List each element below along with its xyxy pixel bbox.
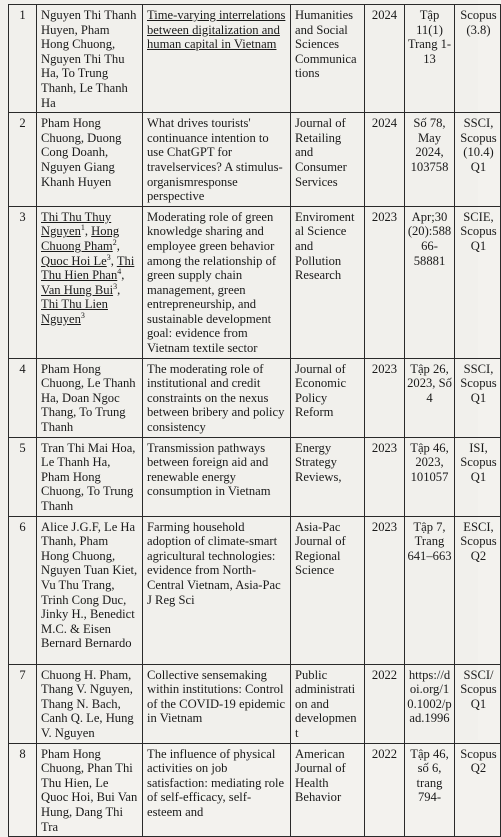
author-name: Quoc Hoi Le <box>41 253 107 268</box>
row-number: 6 <box>9 516 37 664</box>
journal-cell: Journal of Retailing and Consumer Services <box>291 113 365 207</box>
publication-info-cell: Apr;30 (20):58866-58881 <box>405 206 455 358</box>
title-text: Time-varying interrelations between digitalization and human capital in Vietnam <box>147 8 286 52</box>
author-affiliation: 1 <box>80 223 85 233</box>
title-cell <box>143 5 291 113</box>
authors-cell: Pham Hong Chuong, Phan Thi Thu Hien, Le Quoc Hoi, Bui Van Hung, Dang Thi Tra <box>37 743 143 837</box>
journal-cell: American Journal of Health Behavior <box>291 743 365 837</box>
title-cell: The moderating role of institutional and credit constraints on the nexus between bribery and policy consistency <box>143 358 291 437</box>
index-cell: ISI, Scopus Q1 <box>455 437 501 516</box>
row-number: 3 <box>9 206 37 358</box>
authors-cell: Alice J.G.F, Le Ha Thanh, Pham Hong Chuong, Nguyen Tuan Kiet, Vu Thu Trang, Trinh Cong Duc, Jinky H., Benedict M.C. & Eisen Bernard Bernardo <box>37 516 143 664</box>
year-cell: 2023 <box>365 206 405 358</box>
row-number: 2 <box>9 113 37 207</box>
table-row <box>9 437 501 516</box>
year-cell: 2022 <box>365 664 405 743</box>
publication-info-cell: Tập 7, Trang 641–663 <box>405 516 455 664</box>
journal-cell: Energy Strategy Reviews, <box>291 437 365 516</box>
row-number: 8 <box>9 743 37 837</box>
journal-cell: Humanities and Social Sciences Communications <box>291 5 365 113</box>
journal-cell: Journal of Economic Policy Reform <box>291 358 365 437</box>
author-affiliation: 2 <box>112 237 117 247</box>
index-cell: SSCI, Scopus Q1 <box>455 358 501 437</box>
authors-cell: Chuong H. Pham, Thang V. Nguyen, Thang N. Bach, Canh Q. Le, Hung V. Nguyen <box>37 664 143 743</box>
publication-info-cell: https://doi.org/10.1002/pad.1996 <box>405 664 455 743</box>
table-row <box>9 664 501 743</box>
title-cell: The influence of physical activities on job satisfaction: mediating role of self-efficacy, self-esteem and <box>143 743 291 837</box>
row-number: 4 <box>9 358 37 437</box>
publication-info-cell: Tập 46, 2023, 101057 <box>405 437 455 516</box>
authors-cell: Thi Thu Thuy Nguyen$^1$, Hong Chuong Pham$^2$, Quoc Hoi Le$^3$, Thi Thu Hien Phan$^4$, Van Hung Bui$^3$, Thi Thu Lien Nguyen$^3$ <box>37 206 143 358</box>
index-cell: ESCI, Scopus Q2 <box>455 516 501 664</box>
authors-cell: Pham Hong Chuong, Duong Cong Doanh, Nguyen Giang Khanh Huyen <box>37 113 143 207</box>
publication-info-cell: Tập 46, số 6, trang 794- <box>405 743 455 837</box>
index-cell: SCIE, Scopus Q1 <box>455 206 501 358</box>
author-name: Thi Thu Thuy Nguyen <box>41 209 112 239</box>
author-name: Thi Thu Lien Nguyen <box>41 297 108 326</box>
title-cell: Farming household adoption of climate-smart agricultural technologies: evidence from North-Central Vietnam, Asia-Pac J Reg Sci <box>143 516 291 664</box>
title-cell: Collective sensemaking within institutions: Control of the COVID-19 epidemic in Vietnam <box>143 664 291 743</box>
year-cell: 2024 <box>365 5 405 113</box>
publication-info-cell: Tập 11(1) Trang 1-13 <box>405 5 455 113</box>
table-row <box>9 516 501 664</box>
year-cell: 2022 <box>365 743 405 837</box>
row-number: 7 <box>9 664 37 743</box>
table-row <box>9 743 501 837</box>
journal-cell: Enviromental Science and Pollution Research <box>291 206 365 358</box>
author-affiliation: 3 <box>80 310 85 320</box>
journal-cell: Public administration and development <box>291 664 365 743</box>
title-cell: Transmission pathways between foreign aid and renewable energy consumption in Vietnam <box>143 437 291 516</box>
year-cell: 2023 <box>365 358 405 437</box>
authors-cell: Pham Hong Chuong, Le Thanh Ha, Doan Ngoc Thang, To Trung Thanh <box>37 358 143 437</box>
author-name: Hong Chuong Pham <box>41 224 120 253</box>
table-row <box>9 358 501 437</box>
title-cell: Moderating role of green knowledge sharing and employee green behavior among the relationship of green supply chain management, green entrepreneurship, and sustainable development goal: evidence from Vietnam textile sector <box>143 206 291 358</box>
year-cell: 2023 <box>365 437 405 516</box>
year-cell: 2023 <box>365 516 405 664</box>
table-row <box>9 113 501 207</box>
table-row <box>9 5 501 113</box>
publication-info-cell: Số 78, May 2024, 103758 <box>405 113 455 207</box>
year-cell: 2024 <box>365 113 405 207</box>
author-affiliation: 3 <box>106 252 111 262</box>
authors-cell: Nguyen Thi Thanh Huyen, Pham Hong Chuong, Nguyen Thi Thu Ha, To Trung Thanh, Le Thanh Ha <box>37 5 143 113</box>
publications-table <box>8 4 501 837</box>
author-name: Thi Thu Hien Phan <box>41 253 135 283</box>
row-number: 5 <box>9 437 37 516</box>
table-row <box>9 206 501 358</box>
author-affiliation: 3 <box>113 281 118 291</box>
author-name: Van Hung Bui <box>41 282 114 297</box>
title-cell: What drives tourists' continuance intention to use ChatGPT for travelservices? A stimulus-organismresponse perspective <box>143 113 291 207</box>
index-cell: SSCI, Scopus (10.4) Q1 <box>455 113 501 207</box>
index-cell: Scopus Q2 <box>455 743 501 837</box>
journal-cell: Asia-Pac Journal of Regional Science <box>291 516 365 664</box>
author-affiliation: 4 <box>117 266 122 276</box>
index-cell: Scopus (3.8) <box>455 5 501 113</box>
authors-cell: Tran Thi Mai Hoa, Le Thanh Ha, Pham Hong Chuong, To Trung Thanh <box>37 437 143 516</box>
row-number: 1 <box>9 5 37 113</box>
index-cell: SSCI/ Scopus Q1 <box>455 664 501 743</box>
publication-info-cell: Tập 26, 2023, Số 4 <box>405 358 455 437</box>
